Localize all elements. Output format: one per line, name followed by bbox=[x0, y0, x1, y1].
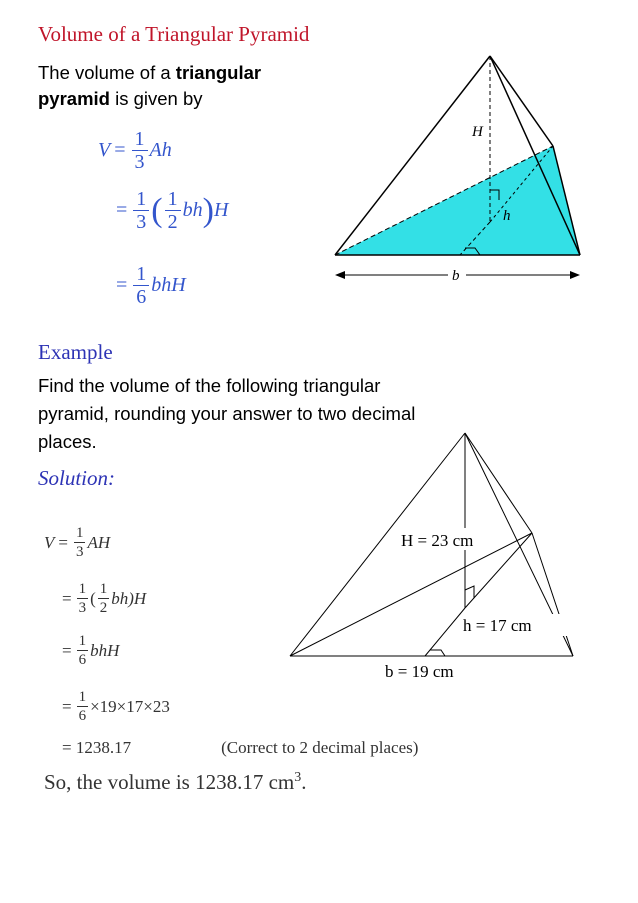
fraction-one-sixth: $\frac{1}{6}$ bbox=[133, 263, 149, 308]
label-H-23cm: H = 23 cm bbox=[401, 531, 474, 550]
label-b: b bbox=[452, 268, 460, 284]
intro-text bbox=[38, 60, 338, 112]
cubic-exponent: 3 bbox=[294, 770, 302, 785]
intro-bold: triangular pyramid bbox=[38, 62, 262, 109]
open-paren: ( bbox=[151, 191, 163, 229]
step5-rhs: = 1238.17 bbox=[62, 738, 132, 757]
solution-lhs: V bbox=[44, 532, 55, 552]
conclusion-text: So, the volume is 1238.17 $cm^3$. bbox=[44, 770, 307, 794]
formula-H: H bbox=[213, 199, 229, 221]
example-problem: Find the volume of the following triangular pyramid, rounding your answer to two decimal places. bbox=[38, 375, 416, 452]
formula-Ah: Ah bbox=[149, 139, 172, 161]
formula-eq: = bbox=[114, 139, 126, 161]
pyramid-diagram-general bbox=[325, 50, 590, 290]
formula-eq-3: = bbox=[116, 274, 128, 296]
solution-steps: V = $\frac{1}{3}$ AH = $\frac{1}{3}$ ( $\frac{1}{2}$ bh)H = $\frac{1}{6}$ bhH = $\frac{1}{6}$ ×19×17×23 = 1238.17 (Correct to 2 decimal places) bbox=[44, 525, 419, 757]
formula-eq-2: = bbox=[116, 199, 128, 221]
step3-rhs: bhH bbox=[90, 640, 120, 660]
general-formula bbox=[98, 128, 298, 328]
solution-heading: Solution: bbox=[38, 466, 115, 490]
label-h-17cm: h = 17 cm bbox=[463, 616, 532, 635]
page-title: Volume of a Triangular Pyramid bbox=[38, 22, 310, 46]
fraction-one-half: $\frac{1}{2}$ bbox=[165, 188, 181, 233]
fraction-one-third: $\frac{1}{3}$ bbox=[132, 128, 148, 173]
close-paren: ) bbox=[202, 191, 214, 229]
label-H: H bbox=[472, 124, 483, 140]
pyramid-base-fill bbox=[335, 146, 580, 255]
fraction-one-third-2: $\frac{1}{3}$ bbox=[133, 188, 149, 233]
step4-rhs: ×19×17×23 bbox=[90, 696, 170, 716]
intro-part1: The volume of a bbox=[38, 62, 176, 83]
formula-lhs: V bbox=[98, 139, 111, 161]
step5-note: (Correct to 2 decimal places) bbox=[221, 738, 419, 757]
label-h: h bbox=[503, 208, 511, 224]
formula-bhH: bhH bbox=[151, 274, 186, 296]
formula-bh: bh bbox=[182, 199, 203, 221]
intro-part2: is given by bbox=[109, 88, 203, 109]
step1-rhs: AH bbox=[87, 532, 111, 552]
label-b-19cm: b = 19 cm bbox=[385, 662, 454, 681]
step2-rhs: bh)H bbox=[111, 588, 147, 608]
example-heading: Example bbox=[38, 340, 113, 364]
